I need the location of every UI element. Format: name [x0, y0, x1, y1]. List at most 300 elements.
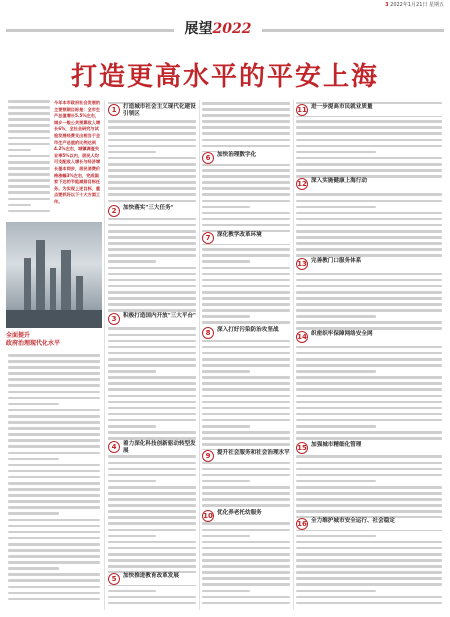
body-text-line — [202, 346, 290, 349]
body-text-line — [202, 114, 290, 117]
body-text-line — [108, 382, 196, 385]
body-text-line — [202, 498, 290, 501]
body-text-line — [296, 273, 442, 276]
body-text-line — [8, 191, 50, 194]
body-text-line — [8, 598, 100, 601]
body-text-line — [296, 169, 442, 172]
body-text-line — [8, 143, 50, 146]
body-text-line — [8, 360, 100, 363]
body-text-col-left-upper — [8, 100, 50, 218]
body-text-line — [202, 352, 290, 355]
body-text-line — [108, 401, 196, 404]
body-text-line — [8, 592, 100, 595]
body-text-line — [202, 596, 290, 599]
body-text-line — [296, 224, 442, 227]
body-text-line — [8, 519, 100, 522]
body-text-line — [296, 309, 442, 312]
body-text-line — [108, 468, 196, 471]
body-text-line — [8, 403, 59, 406]
body-text-line — [108, 492, 196, 495]
section-heading-8: 8 深入打好污染防治攻坚战 — [202, 327, 290, 339]
body-text-line — [108, 370, 156, 373]
body-text-line — [108, 260, 156, 263]
body-text-line — [296, 425, 376, 428]
body-text-line — [108, 327, 196, 330]
body-text-line — [8, 488, 100, 491]
body-text-line — [296, 541, 442, 544]
body-text-line — [296, 407, 442, 410]
body-text-line — [296, 596, 442, 599]
body-text-line — [108, 120, 196, 123]
body-text-line — [8, 179, 50, 182]
body-text-line — [296, 455, 442, 458]
body-text-line — [108, 273, 196, 276]
body-text-line — [296, 590, 376, 593]
lead-paragraph: 今年本市政府社会发展的主要预期目标是：全市生产总值增长5.5%左右，城乡一般公共预算收入增长6%，全社会研究与试验发展经费支出相当于全市生产总值的比例达到4.2%左右，城镇调查失业率5%以内，居民人均可支配收入增长与经济增长基本同步，居民消费价格涨幅3%左右，完成国家下达的节能减排目标任务。为实现上述目标，重点要抓好以下十大方面工作。 — [54, 100, 101, 204]
body-text-line — [8, 458, 59, 461]
body-text-line — [8, 384, 100, 387]
body-text-line — [108, 163, 196, 166]
body-text-line — [108, 346, 196, 349]
body-text-line — [108, 267, 196, 270]
body-text-line — [108, 291, 196, 294]
body-text-line — [202, 559, 290, 562]
masthead-rule-right — [262, 29, 444, 32]
body-text-line — [296, 583, 442, 586]
body-text-line — [202, 285, 290, 288]
body-text-line — [202, 120, 290, 123]
body-text-line — [202, 388, 290, 391]
body-text-line — [108, 364, 196, 367]
body-text-line — [202, 480, 250, 483]
body-text-line — [8, 106, 50, 109]
body-text-line — [296, 352, 442, 355]
body-text-line — [108, 297, 196, 300]
body-text-line — [8, 137, 50, 140]
body-text-line — [202, 102, 290, 105]
body-text-line — [296, 480, 376, 483]
body-text-line — [296, 242, 442, 245]
body-text-line — [202, 309, 290, 312]
body-text-line — [202, 492, 290, 495]
column-year: 2022 — [212, 21, 252, 37]
body-text-line — [202, 206, 250, 209]
body-text-line — [296, 151, 376, 154]
body-text-line — [202, 224, 290, 227]
body-text-col-2 — [108, 102, 196, 610]
body-text-line — [202, 571, 290, 574]
body-text-line — [202, 602, 290, 605]
body-text-line — [296, 559, 442, 562]
body-text-line — [202, 413, 290, 416]
body-text-line — [202, 181, 290, 184]
body-text-line — [8, 124, 50, 127]
body-text-line — [8, 452, 100, 455]
column-name: 展望 — [184, 21, 213, 37]
body-text-line — [108, 413, 196, 416]
body-text-line — [202, 364, 290, 367]
body-text-line — [8, 433, 100, 436]
body-text-line — [8, 112, 50, 115]
body-text-line — [8, 464, 100, 467]
body-text-line — [108, 236, 196, 239]
body-text-line — [8, 391, 100, 394]
section-masthead — [0, 12, 450, 48]
body-text-line — [108, 193, 196, 196]
body-text-line — [296, 382, 442, 385]
body-text-line — [8, 204, 31, 207]
body-text-line — [202, 248, 290, 251]
body-text-line — [8, 149, 31, 152]
body-text-line — [296, 419, 442, 422]
caption-line-2: 政府治理现代化水平 — [6, 340, 61, 347]
body-text-line — [202, 583, 290, 586]
body-text-line — [108, 309, 196, 312]
body-text-line — [8, 366, 100, 369]
body-text-line — [108, 565, 196, 568]
body-text-line — [296, 462, 442, 465]
body-text-line — [8, 579, 100, 582]
body-text-line — [296, 535, 376, 538]
body-text-line — [202, 315, 250, 318]
body-text-line — [202, 425, 250, 428]
section-heading-3: 3 积极打造国内开放"三大平台" — [108, 313, 196, 325]
body-text-line — [108, 388, 196, 391]
body-text-line — [108, 126, 196, 129]
body-text-line — [8, 482, 100, 485]
body-text-line — [8, 415, 100, 418]
body-text-line — [108, 151, 156, 154]
body-text-line — [296, 248, 442, 251]
body-text-line — [202, 553, 290, 556]
body-text-line — [202, 200, 290, 203]
body-text-line — [202, 419, 290, 422]
body-text-line — [8, 500, 100, 503]
column-divider — [293, 100, 294, 610]
body-text-line — [202, 486, 290, 489]
body-text-line — [8, 427, 100, 430]
body-text-line — [296, 413, 442, 416]
body-text-line — [202, 187, 290, 190]
column-divider — [104, 100, 105, 610]
body-text-line — [296, 218, 442, 221]
body-text-line — [8, 561, 100, 564]
section-heading-13: 13 完善教门口服务体系 — [296, 258, 442, 270]
body-text-line — [296, 504, 442, 507]
body-text-line — [296, 230, 442, 233]
body-text-line — [8, 397, 100, 400]
body-text-line — [202, 376, 290, 379]
body-text-line — [108, 590, 156, 593]
section-heading-16: 16 全力维护城市安全运行、社会稳定 — [296, 518, 442, 530]
body-text-line — [8, 167, 50, 170]
body-text-line — [108, 462, 196, 465]
body-text-line — [296, 193, 442, 196]
body-text-line — [202, 577, 290, 580]
body-text-line — [296, 486, 442, 489]
body-text-line — [296, 553, 442, 556]
body-text-line — [108, 187, 196, 190]
city-skyline-photo — [6, 222, 102, 328]
body-text-line — [296, 492, 442, 495]
issue-date: 2022年1月21日 星期五 — [390, 2, 444, 8]
body-text-line — [8, 506, 100, 509]
body-text-col-left-lower — [8, 354, 100, 610]
section-heading-5: 5 加快推进教育改革发展 — [108, 573, 196, 585]
body-text-line — [108, 175, 196, 178]
body-text-line — [108, 529, 196, 532]
body-text-line — [296, 291, 442, 294]
body-text-line — [296, 297, 442, 300]
body-text-line — [202, 260, 250, 263]
section-heading-9: 9 提升社会服务和社会治理水平 — [202, 450, 290, 462]
body-text-line — [108, 395, 196, 398]
body-text-line — [202, 218, 290, 221]
body-text-line — [202, 468, 290, 471]
body-text-line — [296, 437, 442, 440]
body-text-line — [108, 358, 196, 361]
section-heading-7: 7 深化教学改革环境 — [202, 232, 290, 244]
body-text-line — [8, 409, 100, 412]
body-text-line — [296, 132, 442, 135]
body-text-line — [202, 132, 290, 135]
body-text-line — [202, 547, 290, 550]
body-text-line — [296, 254, 442, 257]
section-heading-12: 12 深入实施健康上海行动 — [296, 178, 442, 190]
body-text-line — [296, 163, 442, 166]
body-text-line — [108, 279, 196, 282]
body-text-line — [296, 212, 442, 215]
body-text-line — [8, 543, 100, 546]
body-text-line — [202, 212, 290, 215]
body-text-line — [202, 395, 290, 398]
body-text-line — [202, 340, 290, 343]
body-text-line — [202, 443, 290, 446]
body-text-line — [108, 352, 196, 355]
body-text-line — [108, 455, 196, 458]
body-text-line — [296, 395, 442, 398]
page-header-bar — [0, 0, 450, 10]
body-text-line — [8, 549, 100, 552]
body-text-line — [108, 553, 196, 556]
body-text-line — [108, 504, 196, 507]
body-text-line — [202, 297, 290, 300]
body-text-line — [8, 470, 100, 473]
body-text-line — [108, 474, 196, 477]
body-text-line — [8, 118, 50, 121]
body-text-line — [8, 445, 100, 448]
body-text-line — [8, 494, 100, 497]
body-text-line — [202, 541, 290, 544]
body-text-line — [108, 218, 196, 221]
body-text-line — [8, 161, 50, 164]
body-text-line — [296, 370, 376, 373]
body-text-line — [108, 480, 156, 483]
body-text-line — [296, 346, 442, 349]
body-text-line — [8, 155, 50, 158]
body-text-line — [108, 541, 196, 544]
body-text-line — [202, 175, 290, 178]
section-heading-4: 4 着力深化科技创新驱动转型发展 — [108, 441, 196, 455]
body-text-col-3 — [202, 102, 290, 610]
body-text-line — [108, 334, 196, 337]
masthead-rule-left — [6, 29, 174, 32]
body-text-line — [296, 139, 442, 142]
body-text-line — [8, 476, 100, 479]
body-text-line — [296, 474, 442, 477]
body-text-line — [202, 291, 290, 294]
body-text-line — [202, 358, 290, 361]
body-text-line — [108, 303, 196, 306]
section-heading-2: 2 加快落实"三大任务" — [108, 205, 196, 217]
body-text-line — [296, 498, 442, 501]
body-text-line — [108, 596, 196, 599]
body-text-line — [8, 100, 50, 103]
body-text-line — [108, 169, 196, 172]
body-text-line — [108, 376, 196, 379]
body-text-line — [108, 559, 196, 562]
body-text-line — [296, 236, 442, 239]
body-text-line — [108, 242, 196, 245]
body-text-line — [202, 139, 290, 142]
section-heading-10: 10 优化养老托幼服务 — [202, 510, 290, 522]
body-text-line — [8, 378, 100, 381]
body-text-line — [8, 198, 50, 201]
body-text-line — [296, 565, 442, 568]
body-text-line — [8, 586, 100, 589]
body-text-line — [108, 181, 196, 184]
column-logo — [176, 18, 260, 42]
body-text-line — [202, 273, 290, 276]
body-text-line — [202, 431, 290, 434]
body-text-line — [8, 210, 50, 213]
section-heading-11: 11 进一步提高市民就业质量 — [296, 104, 442, 116]
body-text-line — [202, 145, 290, 148]
body-text-line — [202, 565, 290, 568]
body-text-line — [296, 120, 442, 123]
body-text-line — [202, 522, 290, 525]
body-text-line — [296, 126, 442, 129]
body-text-line — [296, 315, 376, 318]
body-text-line — [8, 185, 50, 188]
section-heading-6: 6 加快治理数字化 — [202, 152, 290, 164]
body-text-line — [296, 145, 442, 148]
body-text-line — [108, 224, 196, 227]
body-text-line — [296, 431, 442, 434]
body-text-line — [296, 401, 442, 404]
body-text-line — [108, 602, 196, 605]
body-text-line — [108, 425, 156, 428]
body-text-line — [296, 376, 442, 379]
body-text-line — [108, 254, 196, 257]
body-text-line — [202, 321, 290, 324]
body-text-line — [202, 254, 290, 257]
body-text-line — [8, 439, 100, 442]
body-text-line — [108, 522, 196, 525]
body-text-line — [202, 169, 290, 172]
column-divider — [199, 100, 200, 610]
body-text-line — [296, 321, 442, 324]
body-text-line — [296, 285, 442, 288]
body-text-line — [108, 498, 196, 501]
body-text-line — [296, 468, 442, 471]
section-heading-14: 14 织密织牢保障网络安全网 — [296, 331, 442, 343]
body-text-line — [202, 303, 290, 306]
body-text-line — [108, 437, 196, 440]
body-text-line — [8, 573, 100, 576]
body-text-line — [108, 340, 196, 343]
body-text-line — [8, 537, 100, 540]
body-text-line — [296, 364, 442, 367]
body-text-line — [8, 130, 50, 133]
body-text-line — [296, 279, 442, 282]
body-text-line — [202, 370, 250, 373]
section-heading-1: 1 打造城市社会主义现代化建设引领区 — [108, 104, 196, 118]
body-text-line — [296, 602, 442, 605]
body-text-line — [108, 145, 196, 148]
body-text-line — [8, 372, 100, 375]
body-text-line — [108, 139, 196, 142]
body-text-line — [296, 388, 442, 391]
main-headline: 打造更高水平的平安上海 — [70, 62, 379, 92]
body-text-line — [108, 157, 196, 160]
body-text-line — [202, 407, 290, 410]
body-text-line — [202, 504, 290, 507]
body-text-line — [8, 173, 50, 176]
body-text-line — [8, 512, 59, 515]
body-text-line — [296, 327, 442, 330]
body-text-line — [296, 200, 442, 203]
body-text-line — [202, 382, 290, 385]
body-text-line — [108, 419, 196, 422]
body-text-line — [108, 248, 196, 251]
body-text-line — [8, 421, 100, 424]
body-text-line — [296, 303, 442, 306]
page-number: 3 — [385, 2, 389, 8]
body-text-line — [108, 535, 156, 538]
body-text-line — [108, 486, 196, 489]
body-text-line — [296, 206, 376, 209]
caption-line-1: 全面提升 — [6, 332, 31, 339]
body-text-line — [202, 126, 290, 129]
body-text-line — [296, 547, 442, 550]
body-text-line — [108, 200, 196, 203]
body-text-line — [202, 108, 290, 111]
body-text-line — [108, 547, 196, 550]
body-text-line — [108, 407, 196, 410]
body-text-line — [202, 401, 290, 404]
body-text-line — [202, 529, 290, 532]
body-text-line — [202, 193, 290, 196]
body-text-line — [202, 535, 250, 538]
body-text-line — [108, 510, 196, 513]
body-text-line — [296, 157, 442, 160]
body-text-line — [8, 531, 100, 534]
body-text-line — [296, 358, 442, 361]
body-text-line — [108, 285, 196, 288]
body-text-line — [296, 571, 442, 574]
body-text-line — [202, 437, 290, 440]
body-text-line — [108, 230, 196, 233]
photo-caption — [6, 332, 102, 348]
body-text-line — [202, 590, 250, 593]
body-text-line — [202, 279, 290, 282]
body-text-line — [296, 577, 442, 580]
body-text-line — [296, 510, 442, 513]
body-text-line — [8, 354, 100, 357]
body-text-line — [202, 267, 290, 270]
body-text-line — [108, 132, 196, 135]
